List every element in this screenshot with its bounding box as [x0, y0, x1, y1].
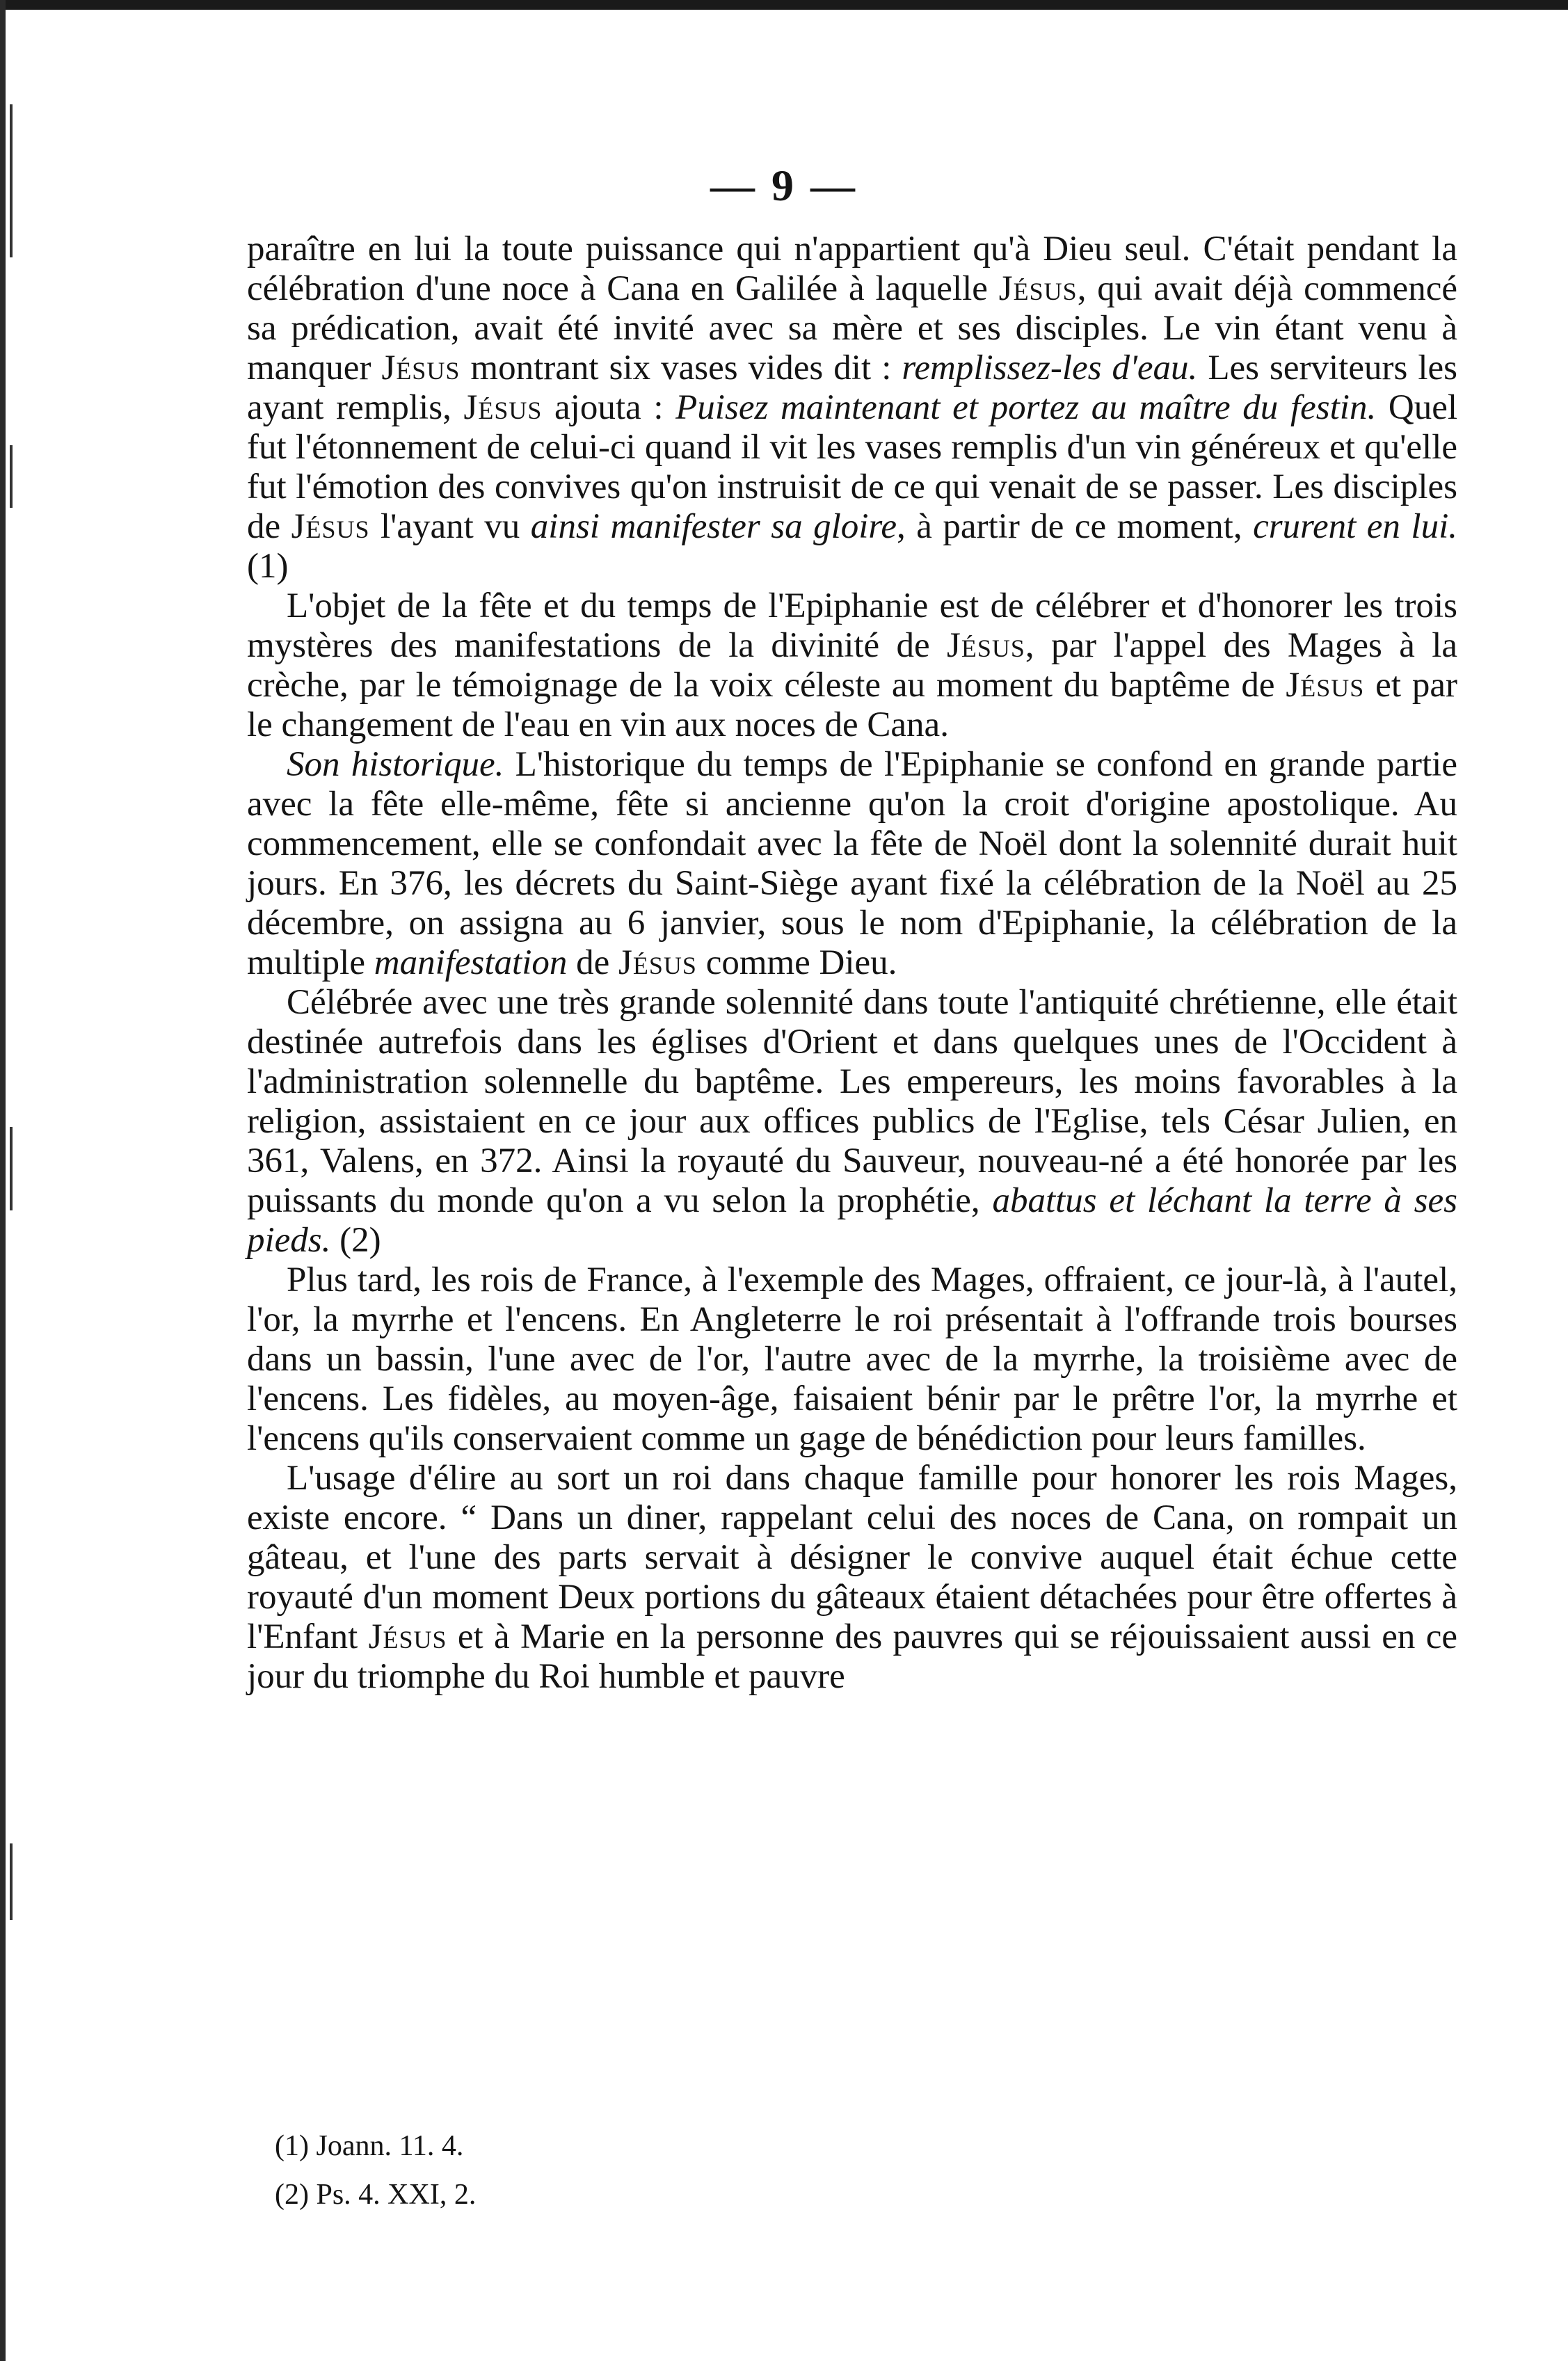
italic-phrase: remplissez-les d'eau.	[902, 349, 1198, 387]
small-caps-name: Jésus	[463, 388, 543, 427]
small-caps-name: Jésus	[381, 349, 461, 387]
italic-phrase: Son historique.	[287, 745, 504, 784]
italic-phrase: ainsi manifester sa gloire	[530, 507, 897, 546]
text-run: L'historique du temps de l'Epiphanie se confond en grande partie avec la fête elle-même, fête si ancienne qu'on la croit d'origine apostolique. Au commencement, elle se confondait avec la fête de Noël dont la solennité durait huit jours. En 376, les décrets du Saint-Siège ayant fixé la célébration de la Noël au 25 décembre, on assigna au 6 janvier, sous le nom d'Epiphanie, la célébration de la multiple	[247, 745, 1457, 982]
text-run: , qui avait déjà commencé sa prédication, avait été invité avec sa mère et ses disciples. Le vin étant venu à manquer	[247, 269, 1458, 387]
scan-left-border	[0, 0, 15, 2361]
text-run: Plus tard, les rois de France, à l'exemple des Mages, offraient, ce jour-là, à l'autel, l'or, la myrrhe et l'encens. En Angleterre le roi présentait à l'offrande trois bourses dans un bassin, l'une avec de l'or, l'autre avec de la myrrhe, la troisième avec de l'encens. Les fidèles, au moyen-âge, faisaient bénir par le prêtre l'or, la myrrhe et l'encens qu'ils conservaient comme un gage de bénédiction pour leurs familles.	[247, 1260, 1457, 1458]
text-run: L'objet de la fête et du temps de l'Epiphanie est de célébrer et d'honorer les trois mystères des manifestations de la divinité de	[247, 586, 1457, 665]
scan-edge-mark	[10, 1127, 13, 1210]
text-run: ajouta :	[542, 388, 676, 427]
paragraph	[247, 230, 1457, 586]
footnotes	[275, 2122, 1457, 2219]
paragraph	[247, 1260, 1457, 1459]
text-run: Les serviteurs les ayant remplis,	[247, 349, 1457, 427]
small-caps-name: Jésus	[947, 626, 1025, 665]
small-caps-name: Jésus	[368, 1617, 447, 1656]
paragraph	[247, 983, 1457, 1260]
text-run: , à partir de ce moment,	[897, 507, 1254, 546]
page-number: — 9 —	[710, 161, 858, 210]
scan-edge-mark	[10, 1843, 13, 1920]
italic-phrase: crurent en lui.	[1253, 507, 1457, 546]
text-run: et à Marie en la personne des pauvres qui se réjouissaient aussi en ce jour du triomphe du Roi humble et pauvre	[247, 1617, 1458, 1696]
text-run: paraître en lui la toute puissance qui n'appartient qu'à Dieu seul. C'était pendant la célébration d'une noce à Cana en Galilée à laquelle	[247, 230, 1457, 308]
italic-phrase: manifestation	[374, 943, 568, 982]
text-run: et par le changement de l'eau en vin aux noces de Cana.	[247, 666, 1457, 744]
italic-phrase: abattus et léchant la terre à ses pieds.	[247, 1181, 1457, 1260]
italic-phrase: Puisez maintenant et portez au maître du festin.	[675, 388, 1377, 427]
small-caps-name: Jésus	[618, 943, 697, 982]
text-run: L'usage d'élire au sort un roi dans chaque famille pour honorer les rois Mages, existe encore. “ Dans un diner, rappelant celui des noces de Cana, on rompait un gâteau, et l'une des parts servait à désigner le convive auquel était échue cette royauté d'un moment Deux portions du gâteaux étaient détachées pour être offertes à l'Enfant	[247, 1459, 1457, 1656]
small-caps-name: Jésus	[998, 269, 1078, 308]
scan-top-border	[0, 0, 1568, 10]
footnote: (2) Ps. 4. XXI, 2.	[275, 2179, 477, 2211]
paragraph	[247, 586, 1457, 745]
paragraph	[247, 745, 1457, 983]
text-run: montrant six vases vides dit :	[460, 349, 902, 387]
body-text	[247, 230, 1457, 1697]
text-run: Célébrée avec une très grande solennité dans toute l'antiquité chrétienne, elle était destinée autrefois dans les églises d'Orient et dans quelques unes de l'Occident à l'administration solennelle du baptême. Les empereurs, les moins favorables à la religion, assistaient en ce jour aux offices publics de l'Eglise, tels César Julien, en 361, Valens, en 372. Ainsi la royauté du Sauveur, nouveau-né a été honorée par les puissants du monde qu'on a vu selon la prophétie,	[247, 983, 1457, 1220]
text-run: de	[567, 943, 619, 982]
scan-edge-mark	[10, 445, 13, 508]
small-caps-name: Jésus	[1286, 666, 1365, 705]
text-run: (2)	[330, 1221, 381, 1260]
text-run: Quel fut l'étonnement de celui-ci quand il vit les vases remplis d'un vin généreux et qu'elle fut l'émotion des convives qu'on instruisit de ce qui venait de se passer. Les disciples de	[247, 388, 1458, 546]
paragraph	[247, 1459, 1457, 1697]
text-run: , par l'appel des Mages à la crèche, par le témoignage de la voix céleste au moment du baptême de	[247, 626, 1458, 705]
footnote: (1) Joann. 11. 4.	[275, 2130, 464, 2162]
text-run: comme Dieu.	[696, 943, 897, 982]
text-run: (1)	[247, 547, 289, 586]
small-caps-name: Jésus	[291, 507, 370, 546]
text-run: l'ayant vu	[369, 507, 531, 546]
